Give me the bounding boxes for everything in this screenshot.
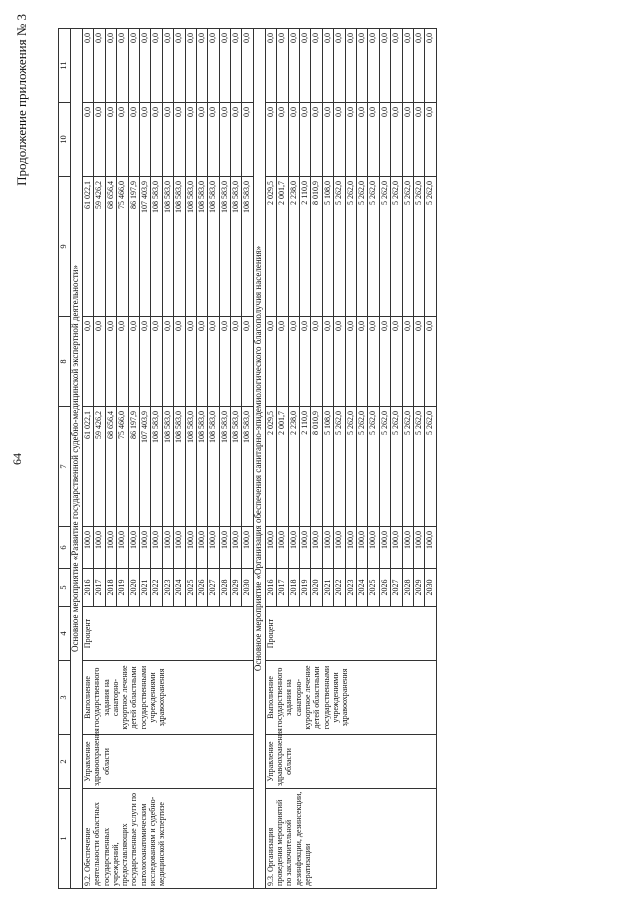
value-cell: 5 262,0 xyxy=(356,407,367,527)
value-cell: 100,0 xyxy=(94,527,105,569)
value-cell: 0,0 xyxy=(311,103,322,177)
executor-cell: Управление здравоохранения области xyxy=(83,735,254,789)
value-cell: 0,0 xyxy=(379,317,390,407)
value-cell: 5 262,0 xyxy=(413,407,424,527)
year-cell: 2030 xyxy=(425,569,436,607)
value-cell: 0,0 xyxy=(174,103,185,177)
year-cell: 2017 xyxy=(94,569,105,607)
value-cell: 2 029,5 xyxy=(265,407,276,527)
section-heading: Основное мероприятие «Организация обеспечения санитарно-эпидемиологического благополучия населения» xyxy=(253,29,265,889)
value-cell: 0,0 xyxy=(117,103,128,177)
year-cell: 2020 xyxy=(311,569,322,607)
column-number: 3 xyxy=(59,661,71,735)
year-cell: 2026 xyxy=(196,569,207,607)
value-cell: 0,0 xyxy=(231,103,242,177)
value-cell: 5 262,0 xyxy=(368,177,379,317)
value-cell: 2 238,0 xyxy=(288,177,299,317)
value-cell: 108 583,0 xyxy=(231,177,242,317)
year-cell: 2018 xyxy=(288,569,299,607)
value-cell: 5 262,0 xyxy=(345,407,356,527)
value-cell: 5 262,0 xyxy=(402,407,413,527)
value-cell: 107 403,9 xyxy=(139,177,150,317)
value-cell: 0,0 xyxy=(391,103,402,177)
value-cell: 0,0 xyxy=(345,103,356,177)
section-heading-row xyxy=(253,29,265,889)
value-cell: 0,0 xyxy=(425,103,436,177)
value-cell: 0,0 xyxy=(162,29,173,103)
value-cell: 0,0 xyxy=(288,29,299,103)
value-cell: 0,0 xyxy=(151,29,162,103)
value-cell: 108 583,0 xyxy=(242,177,253,317)
value-cell: 0,0 xyxy=(288,103,299,177)
value-cell: 5 262,0 xyxy=(402,177,413,317)
value-cell: 0,0 xyxy=(94,103,105,177)
year-cell: 2019 xyxy=(117,569,128,607)
value-cell: 0,0 xyxy=(425,29,436,103)
value-cell: 0,0 xyxy=(413,29,424,103)
value-cell: 108 583,0 xyxy=(151,177,162,317)
value-cell: 0,0 xyxy=(391,317,402,407)
value-cell: 0,0 xyxy=(196,103,207,177)
value-cell: 0,0 xyxy=(322,317,333,407)
value-cell: 0,0 xyxy=(83,317,94,407)
column-number: 10 xyxy=(59,103,71,177)
value-cell: 5 262,0 xyxy=(334,177,345,317)
value-cell: 100,0 xyxy=(391,527,402,569)
value-cell: 0,0 xyxy=(105,29,116,103)
value-cell: 108 583,0 xyxy=(242,407,253,527)
value-cell: 108 583,0 xyxy=(174,407,185,527)
value-cell: 5 262,0 xyxy=(334,407,345,527)
value-cell: 0,0 xyxy=(185,103,196,177)
value-cell: 5 262,0 xyxy=(425,177,436,317)
column-number: 4 xyxy=(59,607,71,661)
value-cell: 0,0 xyxy=(300,29,311,103)
value-cell: 0,0 xyxy=(219,103,230,177)
value-cell: 100,0 xyxy=(117,527,128,569)
value-cell: 100,0 xyxy=(242,527,253,569)
value-cell: 108 583,0 xyxy=(219,407,230,527)
year-cell: 2030 xyxy=(242,569,253,607)
appendix-label: Продолжение приложения № 3 xyxy=(14,14,29,186)
value-cell: 0,0 xyxy=(322,103,333,177)
value-cell: 0,0 xyxy=(231,29,242,103)
value-cell: 0,0 xyxy=(94,317,105,407)
year-cell: 2018 xyxy=(105,569,116,607)
indicator-cell: Выполнение государственного задания на санаторно-курортное лечение детей областными государственными учреждениями здравоохранения xyxy=(265,661,436,735)
value-cell: 100,0 xyxy=(356,527,367,569)
value-cell: 108 583,0 xyxy=(196,407,207,527)
column-number: 2 xyxy=(59,735,71,789)
column-number: 11 xyxy=(59,29,71,103)
value-cell: 0,0 xyxy=(379,29,390,103)
value-cell: 0,0 xyxy=(174,317,185,407)
value-cell: 5 262,0 xyxy=(425,407,436,527)
value-cell: 75 466,0 xyxy=(117,177,128,317)
value-cell: 0,0 xyxy=(196,317,207,407)
value-cell: 5 262,0 xyxy=(356,177,367,317)
value-cell: 0,0 xyxy=(368,29,379,103)
year-cell: 2021 xyxy=(322,569,333,607)
value-cell: 100,0 xyxy=(402,527,413,569)
value-cell: 108 583,0 xyxy=(219,177,230,317)
column-number: 8 xyxy=(59,317,71,407)
value-cell: 0,0 xyxy=(277,103,288,177)
value-cell: 0,0 xyxy=(425,317,436,407)
year-cell: 2022 xyxy=(334,569,345,607)
value-cell: 100,0 xyxy=(185,527,196,569)
measure-cell: 9.2. Обеспечение деятельности областных государственных учреждений, предоставляющих государственные услуги по патологоанатомическим исследованиям и судебно-медицинской экспертизе xyxy=(83,789,254,889)
value-cell: 5 262,0 xyxy=(379,177,390,317)
value-cell: 0,0 xyxy=(208,103,219,177)
value-cell: 0,0 xyxy=(242,103,253,177)
value-cell: 100,0 xyxy=(208,527,219,569)
appendix-table xyxy=(58,28,437,889)
value-cell: 0,0 xyxy=(162,317,173,407)
executor-cell: Управление здравоохранения области xyxy=(265,735,436,789)
year-cell: 2028 xyxy=(402,569,413,607)
value-cell: 0,0 xyxy=(413,317,424,407)
value-cell: 100,0 xyxy=(368,527,379,569)
value-cell: 68 656,4 xyxy=(105,177,116,317)
year-cell: 2024 xyxy=(174,569,185,607)
year-cell: 2025 xyxy=(185,569,196,607)
column-number-row xyxy=(59,29,71,889)
year-cell: 2026 xyxy=(379,569,390,607)
value-cell: 0,0 xyxy=(265,317,276,407)
value-cell: 0,0 xyxy=(265,103,276,177)
value-cell: 0,0 xyxy=(128,103,139,177)
value-cell: 100,0 xyxy=(162,527,173,569)
value-cell: 108 583,0 xyxy=(174,177,185,317)
value-cell: 0,0 xyxy=(185,29,196,103)
value-cell: 108 583,0 xyxy=(208,407,219,527)
value-cell: 107 403,9 xyxy=(139,407,150,527)
value-cell: 86 197,9 xyxy=(128,407,139,527)
section-heading: Основное мероприятие «Развитие государственной судебно-медицинской экспертной деятельности» xyxy=(71,29,83,889)
value-cell: 0,0 xyxy=(311,317,322,407)
value-cell: 108 583,0 xyxy=(151,407,162,527)
value-cell: 0,0 xyxy=(368,103,379,177)
value-cell: 5 262,0 xyxy=(345,177,356,317)
year-cell: 2023 xyxy=(162,569,173,607)
value-cell: 2 110,0 xyxy=(300,407,311,527)
value-cell: 108 583,0 xyxy=(208,177,219,317)
value-cell: 0,0 xyxy=(139,29,150,103)
section-heading-row xyxy=(71,29,83,889)
value-cell: 0,0 xyxy=(322,29,333,103)
year-cell: 2021 xyxy=(139,569,150,607)
value-cell: 100,0 xyxy=(300,527,311,569)
value-cell: 100,0 xyxy=(128,527,139,569)
value-cell: 0,0 xyxy=(208,29,219,103)
column-number: 7 xyxy=(59,407,71,527)
value-cell: 8 010,9 xyxy=(311,177,322,317)
value-cell: 0,0 xyxy=(345,29,356,103)
value-cell: 100,0 xyxy=(345,527,356,569)
value-cell: 0,0 xyxy=(219,317,230,407)
value-cell: 0,0 xyxy=(151,103,162,177)
value-cell: 0,0 xyxy=(105,317,116,407)
value-cell: 100,0 xyxy=(139,527,150,569)
value-cell: 5 262,0 xyxy=(379,407,390,527)
unit-cell: Процент xyxy=(83,607,254,661)
value-cell: 5 108,0 xyxy=(322,407,333,527)
year-cell: 2016 xyxy=(83,569,94,607)
unit-cell: Процент xyxy=(265,607,436,661)
year-cell: 2027 xyxy=(208,569,219,607)
value-cell: 0,0 xyxy=(288,317,299,407)
value-cell: 5 262,0 xyxy=(368,407,379,527)
value-cell: 100,0 xyxy=(425,527,436,569)
value-cell: 100,0 xyxy=(151,527,162,569)
value-cell: 2 110,0 xyxy=(300,177,311,317)
value-cell: 100,0 xyxy=(231,527,242,569)
value-cell: 0,0 xyxy=(311,29,322,103)
value-cell: 100,0 xyxy=(265,527,276,569)
year-cell: 2028 xyxy=(219,569,230,607)
table-row xyxy=(265,29,276,889)
value-cell: 100,0 xyxy=(83,527,94,569)
value-cell: 108 583,0 xyxy=(162,177,173,317)
value-cell: 0,0 xyxy=(105,103,116,177)
value-cell: 100,0 xyxy=(322,527,333,569)
value-cell: 0,0 xyxy=(117,29,128,103)
value-cell: 100,0 xyxy=(379,527,390,569)
year-cell: 2029 xyxy=(231,569,242,607)
year-cell: 2025 xyxy=(368,569,379,607)
value-cell: 0,0 xyxy=(334,29,345,103)
year-cell: 2023 xyxy=(345,569,356,607)
value-cell: 108 583,0 xyxy=(185,177,196,317)
value-cell: 2 001,7 xyxy=(277,407,288,527)
value-cell: 0,0 xyxy=(368,317,379,407)
column-number: 6 xyxy=(59,527,71,569)
value-cell: 61 022,1 xyxy=(83,407,94,527)
value-cell: 108 583,0 xyxy=(162,407,173,527)
column-number: 1 xyxy=(59,789,71,889)
value-cell: 0,0 xyxy=(265,29,276,103)
value-cell: 0,0 xyxy=(185,317,196,407)
value-cell: 0,0 xyxy=(139,317,150,407)
value-cell: 100,0 xyxy=(334,527,345,569)
value-cell: 0,0 xyxy=(300,317,311,407)
table-row xyxy=(83,29,94,889)
value-cell: 61 022,1 xyxy=(83,177,94,317)
value-cell: 108 583,0 xyxy=(196,177,207,317)
value-cell: 59 426,2 xyxy=(94,177,105,317)
value-cell: 0,0 xyxy=(334,103,345,177)
year-cell: 2024 xyxy=(356,569,367,607)
value-cell: 0,0 xyxy=(277,29,288,103)
value-cell: 0,0 xyxy=(356,103,367,177)
value-cell: 2 029,5 xyxy=(265,177,276,317)
value-cell: 86 197,9 xyxy=(128,177,139,317)
value-cell: 68 656,4 xyxy=(105,407,116,527)
value-cell: 0,0 xyxy=(208,317,219,407)
value-cell: 100,0 xyxy=(413,527,424,569)
value-cell: 0,0 xyxy=(83,103,94,177)
year-cell: 2027 xyxy=(391,569,402,607)
value-cell: 100,0 xyxy=(311,527,322,569)
value-cell: 108 583,0 xyxy=(185,407,196,527)
value-cell: 5 262,0 xyxy=(391,407,402,527)
year-cell: 2022 xyxy=(151,569,162,607)
value-cell: 0,0 xyxy=(139,103,150,177)
value-cell: 5 262,0 xyxy=(413,177,424,317)
value-cell: 0,0 xyxy=(128,317,139,407)
value-cell: 8 010,9 xyxy=(311,407,322,527)
value-cell: 5 108,0 xyxy=(322,177,333,317)
value-cell: 0,0 xyxy=(231,317,242,407)
value-cell: 100,0 xyxy=(174,527,185,569)
value-cell: 100,0 xyxy=(219,527,230,569)
value-cell: 5 262,0 xyxy=(391,177,402,317)
value-cell: 0,0 xyxy=(334,317,345,407)
value-cell: 0,0 xyxy=(413,103,424,177)
value-cell: 0,0 xyxy=(402,29,413,103)
value-cell: 0,0 xyxy=(391,29,402,103)
value-cell: 0,0 xyxy=(242,317,253,407)
value-cell: 0,0 xyxy=(117,317,128,407)
value-cell: 0,0 xyxy=(196,29,207,103)
value-cell: 0,0 xyxy=(402,103,413,177)
value-cell: 0,0 xyxy=(356,317,367,407)
page-number: 64 xyxy=(10,453,24,465)
value-cell: 0,0 xyxy=(162,103,173,177)
value-cell: 100,0 xyxy=(196,527,207,569)
value-cell: 0,0 xyxy=(356,29,367,103)
value-cell: 100,0 xyxy=(105,527,116,569)
value-cell: 0,0 xyxy=(379,103,390,177)
table-body xyxy=(59,29,437,889)
value-cell: 100,0 xyxy=(288,527,299,569)
year-cell: 2019 xyxy=(300,569,311,607)
year-cell: 2016 xyxy=(265,569,276,607)
year-cell: 2020 xyxy=(128,569,139,607)
value-cell: 0,0 xyxy=(242,29,253,103)
value-cell: 0,0 xyxy=(219,29,230,103)
column-number: 9 xyxy=(59,177,71,317)
indicator-cell: Выполнение государственного задания на санаторно-курортное лечение детей областными государственными учреждениями здравоохранения xyxy=(83,661,254,735)
value-cell: 0,0 xyxy=(94,29,105,103)
value-cell: 0,0 xyxy=(128,29,139,103)
value-cell: 2 238,0 xyxy=(288,407,299,527)
value-cell: 0,0 xyxy=(402,317,413,407)
value-cell: 108 583,0 xyxy=(231,407,242,527)
value-cell: 0,0 xyxy=(151,317,162,407)
year-cell: 2029 xyxy=(413,569,424,607)
year-cell: 2017 xyxy=(277,569,288,607)
value-cell: 2 001,7 xyxy=(277,177,288,317)
value-cell: 100,0 xyxy=(277,527,288,569)
value-cell: 59 426,2 xyxy=(94,407,105,527)
measure-cell: 9.3. Организация проведения мероприятий по заключительной дезинфекции, дезинсекции, дератизации xyxy=(265,789,436,889)
value-cell: 0,0 xyxy=(300,103,311,177)
value-cell: 0,0 xyxy=(83,29,94,103)
column-number: 5 xyxy=(59,569,71,607)
value-cell: 0,0 xyxy=(277,317,288,407)
value-cell: 0,0 xyxy=(174,29,185,103)
value-cell: 75 466,0 xyxy=(117,407,128,527)
value-cell: 0,0 xyxy=(345,317,356,407)
